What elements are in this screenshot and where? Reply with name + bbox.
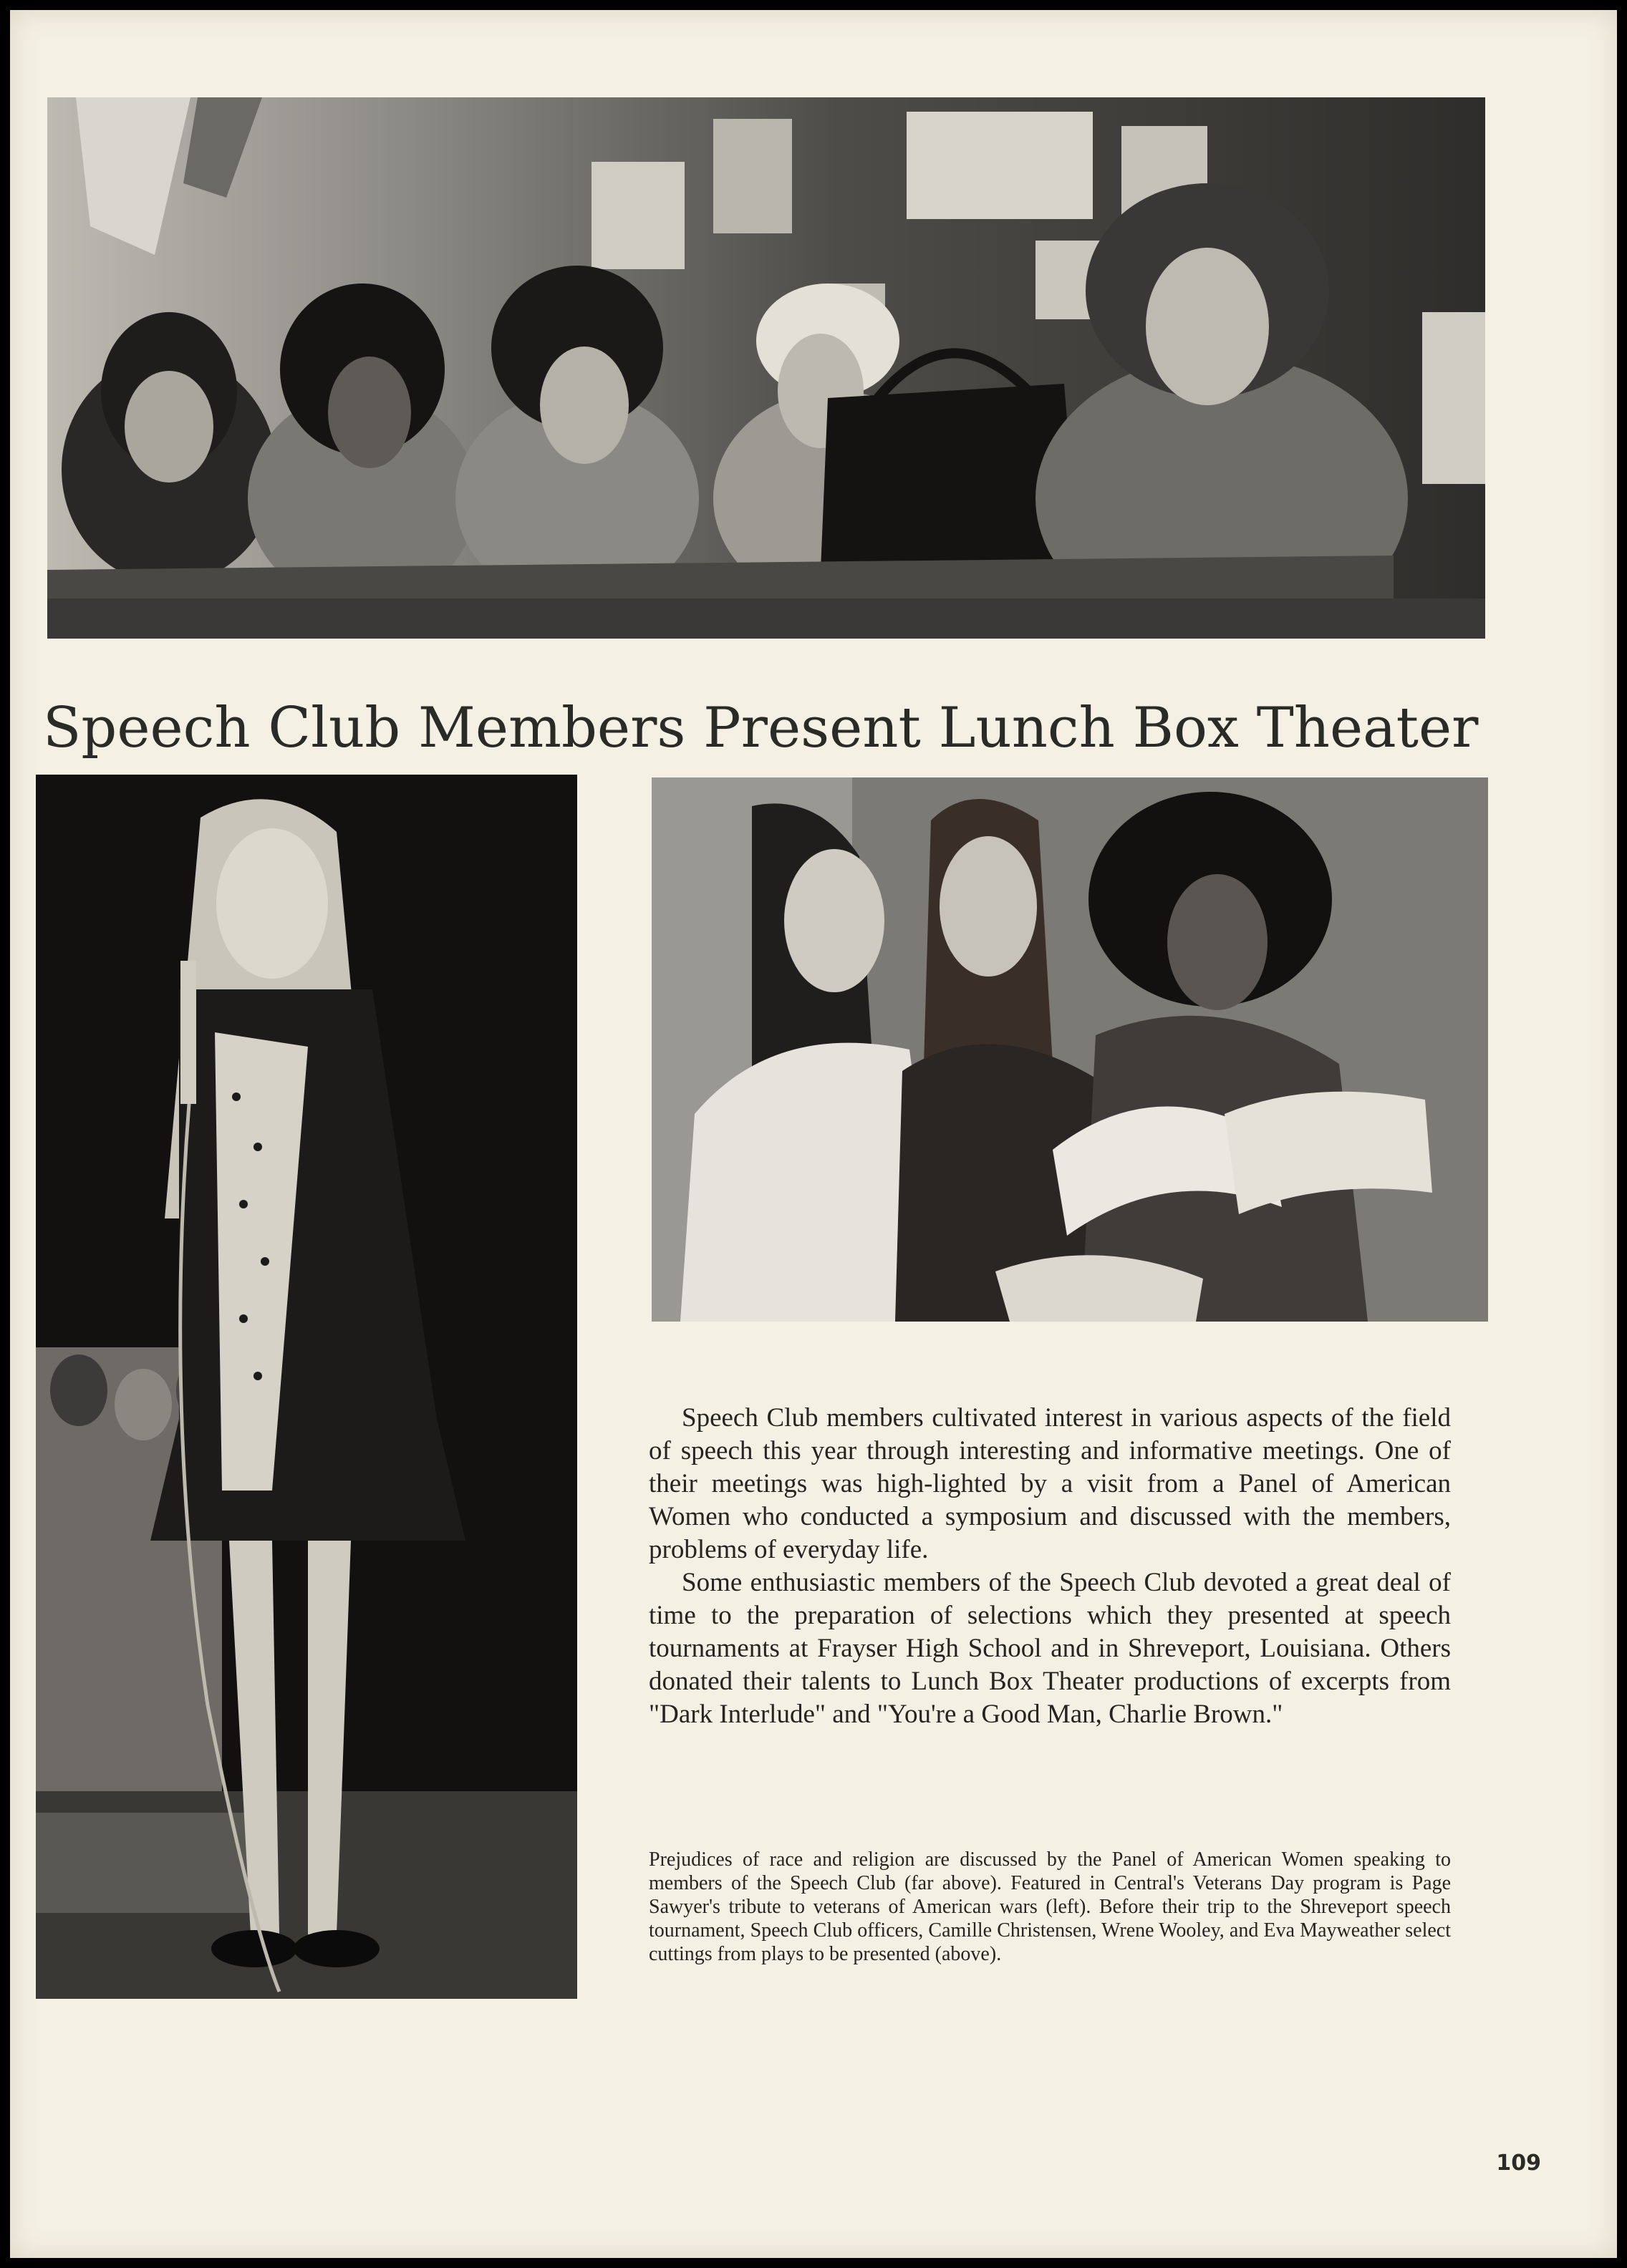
photo-caption: Prejudices of race and religion are discussed by the Panel of American Women speaking to members of the Speech Club (far above). Featured in Central's Veterans Day program is Page Sawyer's tribute to veterans of American wars (left). Before their trip to the Shreveport speech tournament, Speech Club officers, Camille Christensen, Wrene Wooley, and Eva Mayweather select cuttings from plays to be presented (above). — [649, 1848, 1451, 1965]
body-paragraph: Some enthusiastic members of the Speech Club devoted a great deal of time to the preparation of selections which they presented at speech tournaments at Frayser High School and in Shreveport, Louisiana. Others donated their talents to Lunch Box Theater productions of excerpts from "Dark Interlude" and "You're a Good Man, Charlie Brown." — [649, 1568, 1451, 1729]
veterans-day-speaker-photo — [36, 775, 577, 1999]
page-number: 109 — [1496, 2151, 1541, 2176]
body-paragraph: Speech Club members cultivated interest in various aspects of the field of speech this year through interesting and informative meetings. One of their meetings was high-lighted by a visit from a Panel of American Women who conducted a symposium and discussed with the members, problems of everyday life. — [649, 1403, 1451, 1564]
yearbook-page — [10, 10, 1617, 2258]
headline: Speech Club Members Present Lunch Box Theater — [43, 696, 1479, 760]
article-body — [649, 1402, 1451, 1731]
speech-club-officers-photo — [652, 777, 1488, 1322]
panel-of-american-women-photo — [47, 97, 1485, 639]
